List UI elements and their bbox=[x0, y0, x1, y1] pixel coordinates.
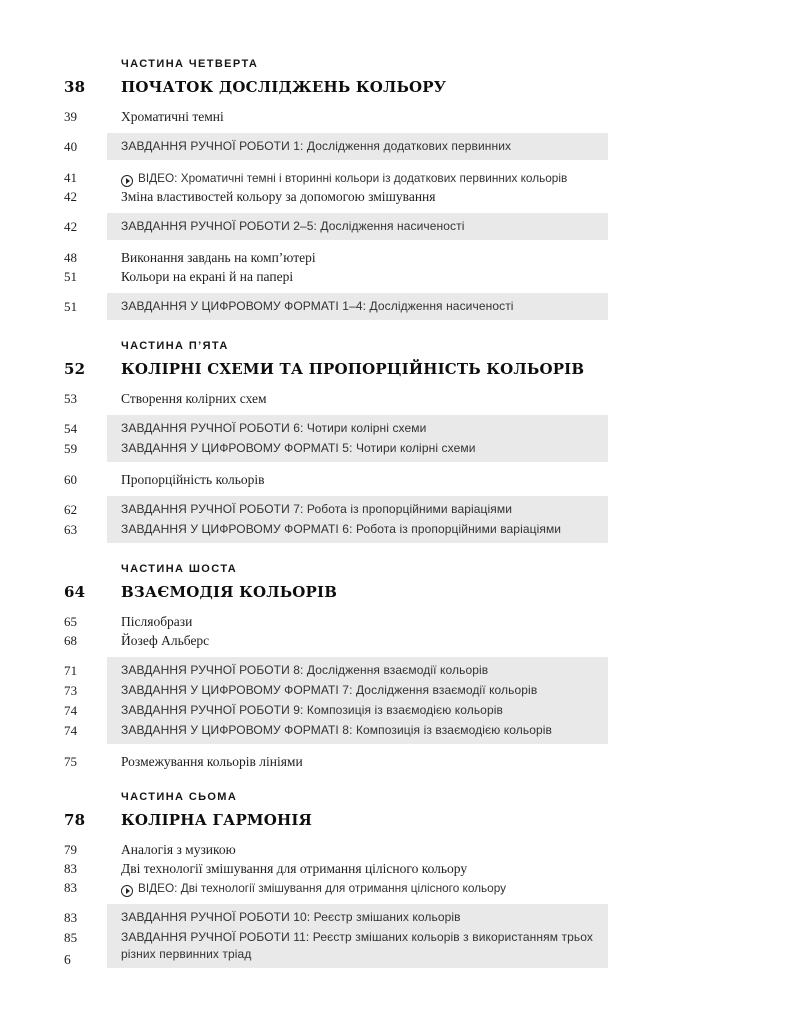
toc-entry bbox=[64, 613, 624, 631]
task-title: Чотири колірні схеми bbox=[355, 441, 476, 455]
task-label: ЗАВДАННЯ РУЧНОЇ РОБОТИ 8: bbox=[121, 663, 307, 677]
entry-page-number: 74 bbox=[64, 703, 78, 718]
toc-entry-task bbox=[64, 722, 596, 739]
toc-entry-task bbox=[64, 440, 596, 457]
entry-page-number: 54 bbox=[64, 421, 78, 436]
entry-page-number: 60 bbox=[64, 472, 77, 487]
entry-title: Виконання завдань на комп’ютері bbox=[121, 250, 316, 265]
task-title: Дослідження взаємодії кольорів bbox=[355, 683, 538, 697]
entry-title bbox=[121, 169, 624, 187]
entry-page-number: 73 bbox=[64, 683, 78, 698]
task-group bbox=[64, 213, 608, 240]
part-label: ЧАСТИНА П’ЯТА bbox=[121, 340, 229, 352]
toc-entry-video bbox=[64, 169, 624, 187]
toc-section bbox=[64, 58, 624, 320]
task-title: Чотири колірні схеми bbox=[306, 421, 427, 435]
chapter-title: ВЗАЄМОДІЯ КОЛЬОРІВ bbox=[121, 583, 338, 601]
toc-entry bbox=[64, 860, 624, 878]
entry-page-number: 59 bbox=[64, 441, 78, 456]
toc-entry-task bbox=[64, 662, 596, 679]
toc-entry bbox=[64, 188, 624, 206]
entry-title: Кольори на екрані й на папері bbox=[121, 269, 294, 284]
toc-entry-video bbox=[64, 879, 624, 897]
entry-page-number: 51 bbox=[64, 299, 78, 314]
task-group bbox=[64, 496, 608, 543]
table-of-contents bbox=[64, 58, 624, 988]
toc-entry bbox=[64, 471, 624, 489]
toc-entry-task bbox=[64, 138, 596, 155]
task-label: ЗАВДАННЯ У ЦИФРОВОМУ ФОРМАТІ 8: bbox=[121, 723, 356, 737]
task-label: ЗАВДАННЯ РУЧНОЇ РОБОТИ 2–5: bbox=[121, 219, 321, 233]
entry-page-number: 85 bbox=[64, 930, 78, 945]
chapter-page-number: 38 bbox=[64, 78, 86, 96]
chapter-page-number: 78 bbox=[64, 811, 86, 829]
task-title: Дослідження взаємодії кольорів bbox=[306, 663, 489, 677]
entry-page-number: 42 bbox=[64, 219, 78, 234]
task-group bbox=[64, 133, 608, 160]
toc-section bbox=[64, 791, 624, 968]
toc-entry-task bbox=[64, 682, 596, 699]
task-label: ЗАВДАННЯ У ЦИФРОВОМУ ФОРМАТІ 5: bbox=[121, 441, 356, 455]
entry-page-number: 83 bbox=[64, 910, 78, 925]
entry-page-number: 42 bbox=[64, 189, 77, 204]
task-label: ЗАВДАННЯ У ЦИФРОВОМУ ФОРМАТІ 7: bbox=[121, 683, 356, 697]
page-folio: 6 bbox=[64, 952, 71, 967]
part-label: ЧАСТИНА ЧЕТВЕРТА bbox=[121, 58, 259, 70]
toc-entry bbox=[64, 753, 624, 771]
entry-page-number: 83 bbox=[64, 880, 77, 895]
task-title: Реєстр змішаних кольорів з використанням трьох різних первинних тріад bbox=[121, 930, 593, 961]
task-title: Реєстр змішаних кольорів bbox=[313, 910, 461, 924]
video-label: ВІДЕО: bbox=[138, 171, 181, 185]
task-group bbox=[64, 415, 608, 462]
chapter-row bbox=[64, 360, 624, 379]
entry-page-number: 79 bbox=[64, 842, 77, 857]
toc-entry bbox=[64, 390, 624, 408]
task-label: ЗАВДАННЯ У ЦИФРОВОМУ ФОРМАТІ 1–4: bbox=[121, 299, 370, 313]
chapter-row bbox=[64, 583, 624, 602]
entry-title bbox=[121, 879, 624, 897]
toc-entry-task bbox=[64, 521, 596, 538]
task-label: ЗАВДАННЯ РУЧНОЇ РОБОТИ 7: bbox=[121, 502, 307, 516]
entry-title: Розмежування кольорів лініями bbox=[121, 754, 303, 769]
entry-title: Зміна властивостей кольору за допомогою змішування bbox=[121, 189, 436, 204]
toc-entry bbox=[64, 632, 624, 650]
task-group bbox=[64, 657, 608, 744]
video-title: Хроматичні темні і вторинні кольори із додаткових первинних кольорів bbox=[180, 171, 568, 185]
toc-entry bbox=[64, 841, 624, 859]
task-title: Робота із пропорційними варіаціями bbox=[355, 522, 562, 536]
entry-page-number: 68 bbox=[64, 633, 77, 648]
video-label: ВІДЕО: bbox=[138, 881, 181, 895]
task-title: Робота із пропорційними варіаціями bbox=[306, 502, 513, 516]
toc-entry-task bbox=[64, 929, 596, 963]
chapter-row bbox=[64, 78, 624, 97]
toc-entry-task bbox=[64, 298, 596, 315]
entry-title: Аналогія з музикою bbox=[121, 842, 236, 857]
part-label: ЧАСТИНА СЬОМА bbox=[121, 791, 238, 803]
entry-page-number: 74 bbox=[64, 723, 78, 738]
task-label: ЗАВДАННЯ РУЧНОЇ РОБОТИ 6: bbox=[121, 421, 307, 435]
entry-page-number: 62 bbox=[64, 502, 78, 517]
task-title: Дослідження насиченості bbox=[369, 299, 514, 313]
task-label: ЗАВДАННЯ РУЧНОЇ РОБОТИ 1: bbox=[121, 139, 307, 153]
toc-entry-task bbox=[64, 909, 596, 926]
toc-section bbox=[64, 563, 624, 771]
task-title: Дослідження насиченості bbox=[320, 219, 465, 233]
chapter-title: КОЛІРНА ГАРМОНІЯ bbox=[121, 811, 313, 829]
task-group bbox=[64, 293, 608, 320]
task-title: Композиція із взаємодією кольорів bbox=[355, 723, 553, 737]
video-play-icon bbox=[121, 175, 133, 187]
entry-title: Хроматичні темні bbox=[121, 109, 224, 124]
toc-section bbox=[64, 340, 624, 543]
chapter-title: КОЛІРНІ СХЕМИ ТА ПРОПОРЦІЙНІСТЬ КОЛЬОРІВ bbox=[121, 360, 585, 378]
entry-page-number: 48 bbox=[64, 250, 77, 265]
entry-page-number: 40 bbox=[64, 139, 78, 154]
entry-page-number: 71 bbox=[64, 663, 78, 678]
play-triangle bbox=[126, 888, 130, 894]
task-group bbox=[64, 904, 608, 968]
play-triangle bbox=[126, 178, 130, 184]
task-label: ЗАВДАННЯ РУЧНОЇ РОБОТИ 10: bbox=[121, 910, 314, 924]
entry-title: Йозеф Альберс bbox=[121, 633, 210, 648]
chapter-page-number: 52 bbox=[64, 360, 86, 378]
task-label: ЗАВДАННЯ У ЦИФРОВОМУ ФОРМАТІ 6: bbox=[121, 522, 356, 536]
entry-page-number: 65 bbox=[64, 614, 77, 629]
entry-page-number: 63 bbox=[64, 522, 78, 537]
chapter-title: ПОЧАТОК ДОСЛІДЖЕНЬ КОЛЬОРУ bbox=[121, 78, 447, 96]
entry-page-number: 51 bbox=[64, 269, 77, 284]
chapter-row bbox=[64, 811, 624, 830]
entry-title: Пропорційність кольорів bbox=[121, 472, 265, 487]
task-label: ЗАВДАННЯ РУЧНОЇ РОБОТИ 9: bbox=[121, 703, 307, 717]
toc-entry-task bbox=[64, 702, 596, 719]
entry-title: Післяобрази bbox=[121, 614, 193, 629]
entry-title: Дві технології змішування для отримання цілісного кольору bbox=[121, 861, 468, 876]
toc-entry-task bbox=[64, 501, 596, 518]
toc-entry bbox=[64, 249, 624, 267]
task-label: ЗАВДАННЯ РУЧНОЇ РОБОТИ 11: bbox=[121, 930, 313, 944]
entry-page-number: 41 bbox=[64, 170, 77, 185]
toc-entry bbox=[64, 268, 624, 286]
toc-entry-task bbox=[64, 218, 596, 235]
video-title: Дві технології змішування для отримання цілісного кольору bbox=[180, 881, 507, 895]
entry-page-number: 83 bbox=[64, 861, 77, 876]
entry-title: Створення колірних схем bbox=[121, 391, 267, 406]
entry-page-number: 39 bbox=[64, 109, 77, 124]
toc-entry-task bbox=[64, 420, 596, 437]
task-title: Композиція із взаємодією кольорів bbox=[306, 703, 503, 717]
entry-page-number: 75 bbox=[64, 754, 77, 769]
chapter-page-number: 64 bbox=[64, 583, 86, 601]
entry-page-number: 53 bbox=[64, 391, 77, 406]
task-title: Дослідження додаткових первинних bbox=[306, 139, 512, 153]
toc-entry bbox=[64, 108, 624, 126]
video-play-icon bbox=[121, 885, 133, 897]
part-label: ЧАСТИНА ШОСТА bbox=[121, 563, 238, 575]
